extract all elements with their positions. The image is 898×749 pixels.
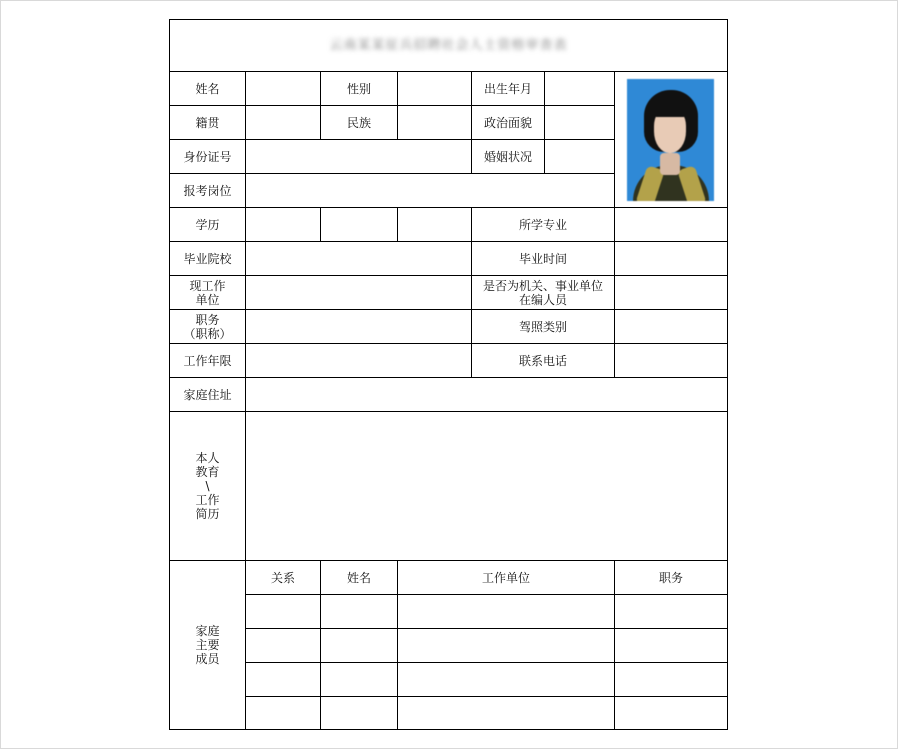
marital-status-label: 婚姻状况 — [471, 139, 545, 174]
school-label: 毕业院校 — [169, 241, 246, 276]
name-field[interactable] — [245, 71, 321, 106]
grad-time-field[interactable] — [614, 241, 728, 276]
license-label: 驾照类别 — [471, 309, 615, 344]
family-row-2-duty[interactable] — [614, 628, 728, 663]
current-work-label: 现工作 单位 — [169, 275, 246, 310]
family-row-4-relation[interactable] — [245, 696, 321, 730]
ethnicity-field[interactable] — [397, 105, 472, 140]
education-field-3[interactable] — [397, 207, 472, 242]
id-number-field[interactable] — [245, 139, 472, 174]
position-field[interactable] — [245, 173, 615, 208]
address-label: 家庭住址 — [169, 377, 246, 412]
current-work-field[interactable] — [245, 275, 472, 310]
family-row-1-name[interactable] — [320, 594, 398, 629]
job-title-label: 职务 （职称） — [169, 309, 246, 344]
id-number-label: 身份证号 — [169, 139, 246, 174]
family-row-2-workplace[interactable] — [397, 628, 615, 663]
license-field[interactable] — [614, 309, 728, 344]
family-row-3-name[interactable] — [320, 662, 398, 697]
education-field-1[interactable] — [245, 207, 321, 242]
family-row-4-duty[interactable] — [614, 696, 728, 730]
political-status-field[interactable] — [544, 105, 615, 140]
work-years-label: 工作年限 — [169, 343, 246, 378]
family-row-1-workplace[interactable] — [397, 594, 615, 629]
birth-field[interactable] — [544, 71, 615, 106]
portrait-photo-icon — [627, 79, 714, 201]
resume-field[interactable] — [245, 411, 728, 561]
resume-label: 本人 教育 \ 工作 简历 — [169, 411, 246, 561]
education-label: 学历 — [169, 207, 246, 242]
ethnicity-label: 民族 — [320, 105, 398, 140]
family-row-4-workplace[interactable] — [397, 696, 615, 730]
phone-label: 联系电话 — [471, 343, 615, 378]
gender-field[interactable] — [397, 71, 472, 106]
family-row-1-duty[interactable] — [614, 594, 728, 629]
name-label: 姓名 — [169, 71, 246, 106]
family-header-workplace: 工作单位 — [397, 560, 615, 595]
job-title-field[interactable] — [245, 309, 472, 344]
gender-label: 性别 — [320, 71, 398, 106]
major-field[interactable] — [614, 207, 728, 242]
form-title-cell — [169, 19, 728, 72]
grad-time-label: 毕业时间 — [471, 241, 615, 276]
school-field[interactable] — [245, 241, 472, 276]
family-row-1-relation[interactable] — [245, 594, 321, 629]
photo-cell — [614, 71, 728, 208]
is-staff-field[interactable] — [614, 275, 728, 310]
education-field-2[interactable] — [320, 207, 398, 242]
family-row-4-name[interactable] — [320, 696, 398, 730]
marital-status-field[interactable] — [544, 139, 615, 174]
work-years-field[interactable] — [245, 343, 472, 378]
is-staff-label: 是否为机关、事业单位 在编人员 — [471, 275, 615, 310]
birth-label: 出生年月 — [471, 71, 545, 106]
family-header-duty: 职务 — [614, 560, 728, 595]
form-title: 云南某某征兵招聘社会人士资格审查表 — [329, 37, 568, 53]
family-label: 家庭 主要 成员 — [169, 560, 246, 730]
family-row-3-duty[interactable] — [614, 662, 728, 697]
address-field[interactable] — [245, 377, 728, 412]
family-header-name: 姓名 — [320, 560, 398, 595]
major-label: 所学专业 — [471, 207, 615, 242]
family-row-2-name[interactable] — [320, 628, 398, 663]
family-row-2-relation[interactable] — [245, 628, 321, 663]
native-place-field[interactable] — [245, 105, 321, 140]
political-status-label: 政治面貌 — [471, 105, 545, 140]
family-header-relation: 关系 — [245, 560, 321, 595]
position-label: 报考岗位 — [169, 173, 246, 208]
native-place-label: 籍贯 — [169, 105, 246, 140]
family-row-3-relation[interactable] — [245, 662, 321, 697]
phone-field[interactable] — [614, 343, 728, 378]
family-row-3-workplace[interactable] — [397, 662, 615, 697]
